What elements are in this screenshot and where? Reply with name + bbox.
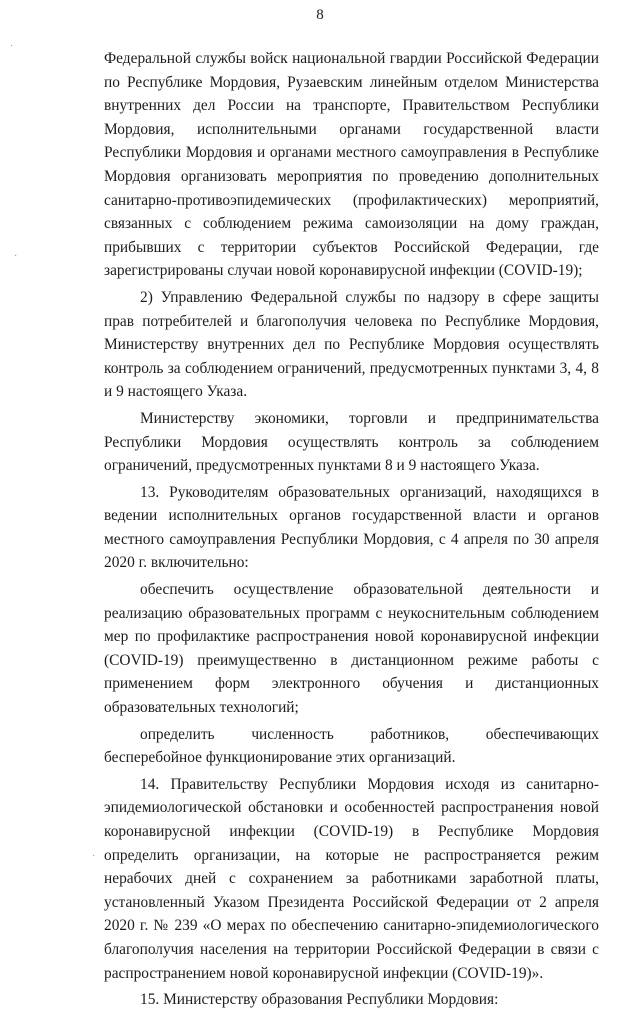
scan-speck: · [92, 851, 96, 862]
paragraph-12-economy-ministry: Министерству экономики, торговли и предпринимательства Республики Мордовия осуществлять контроль за соблюдением ограничений, предусмотренных пунктами 8 и 9 настоящего Указа. [104, 409, 599, 475]
paragraph-14: 14. Правительству Республики Мордовия исходя из санитарно-эпидемиологической обстановки и особенностей распространения новой коронавирусной инфекции (COVID-19) в Республике Мордовия определить организации, на которые не распространяется режим нерабочих дней с сохранением за работниками заработной платы, установленный Указом Президента Российской Федерации от 2 апреля 2020 г. № 239 «О мерах по обеспечению санитарно-эпидемиологического благополучия населения на территории Российской Федерации в связи с распространением новой коронавирусной инфекции (COVID-19)». [104, 775, 599, 982]
paragraph-12-continuation: Федеральной службы войск национальной гвардии Российской Федерации по Республике Мордовия, Рузаевским линейным отделом Министерства внутренних дел России на транспорте, Правительством Республики Мордовия, исполнительными органами государственной власти Республики Мордовия и органами местного самоуправления в Республике Мордовия организовать мероприятия по проведению дополнительных санитарно-противоэпидемических (профилактических) мероприятий, связанных с соблюдением режима самоизоляции на дому граждан, прибывших с территории субъектов Российской Федерации, где зарегистрированы случаи новой коронавирусной инфекции (COVID-19); [104, 50, 599, 280]
paragraph-13-ensure: обеспечить осуществление образовательной деятельности и реализацию образовательных программ с неукоснительным соблюдением мер по профилактике распространения новой коронавирусной инфекции (COVID-19) преимущественно в дистанционном режиме работы с применением форм электронного обучения и дистанционных образовательных технологий; [104, 581, 599, 717]
paragraph-13: 13. Руководителям образовательных организаций, находящихся в ведении исполнительных органов государственной власти и органов местного самоуправления Республики Мордовия, с 4 апреля по 30 апреля 2020 г. включительно: [104, 483, 599, 572]
paragraph-13-determine: определить численность работников, обеспечивающих бесперебойное функционирование этих организаций. [104, 725, 599, 767]
paragraph-15: 15. Министерству образования Республики Мордовия: [140, 991, 499, 1009]
paragraph-12-item-2: 2) Управлению Федеральной службы по надзору в сфере защиты прав потребителей и благополучия человека по Республике Мордовия, Министерству внутренних дел по Республике Мордовия осуществлять контроль за соблюдением ограничений, предусмотренных пунктами 3, 4, 8 и 9 настоящего Указа. [104, 288, 599, 401]
page-number: 8 [316, 7, 324, 23]
document-body [104, 47, 599, 1012]
scan-speck: · [10, 41, 14, 52]
scan-speck: · [14, 251, 18, 262]
